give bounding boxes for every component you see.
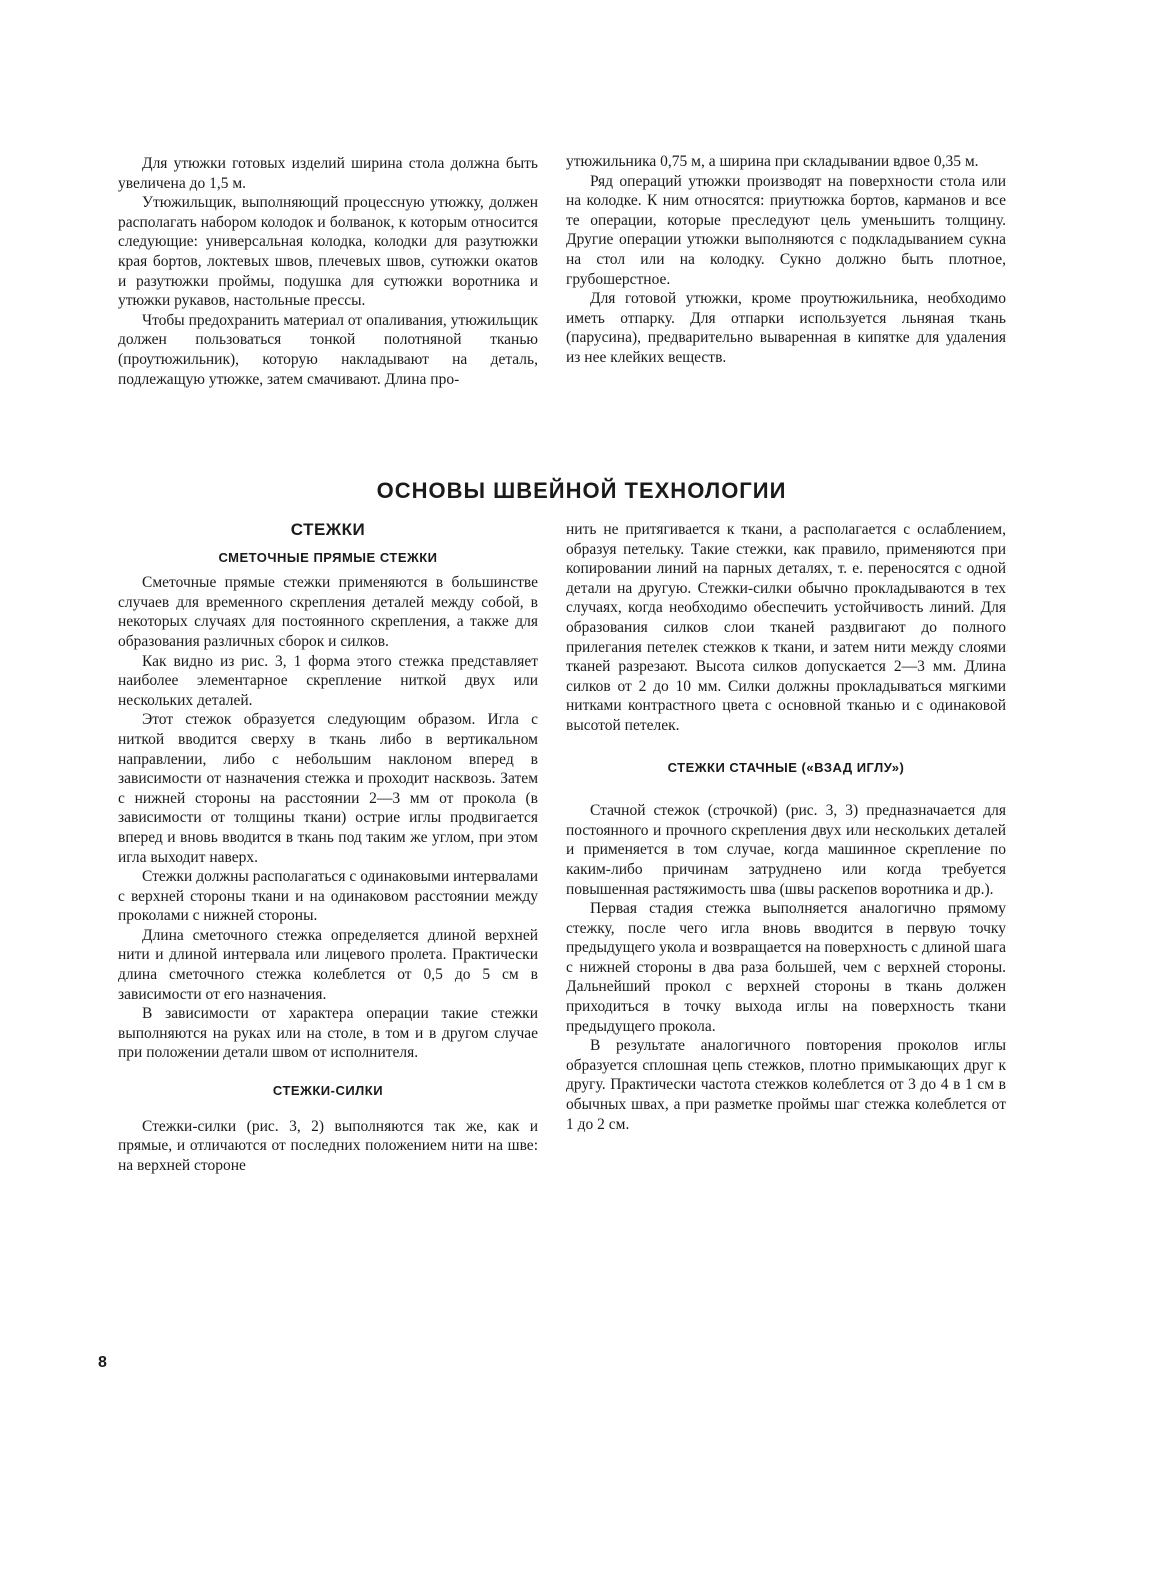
- subheading-basting-stitches: СМЕТОЧНЫЕ ПРЯМЫЕ СТЕЖКИ: [218, 549, 438, 565]
- paragraph: утюжильника 0,75 м, а ширина при складывании вдвое 0,35 м.: [566, 153, 979, 170]
- paragraph: Сметочные прямые стежки применяются в большинстве случаев для временного скрепления деталей между собой, в некоторых случаях для постоянного скрепления, а также для образования различных сборок и силков.: [118, 574, 538, 650]
- paragraph: В результате аналогичного повторения проколов иглы образуется сплошная цепь стежков, плотно примыкающих друг к другу. Практически частота стежков колеблется от 3 до 4 в 1 см в обычных швах, а при разметке проймы шаг стежка колеблется от 1 до 2 см.: [566, 1037, 1006, 1133]
- paragraph: Чтобы предохранить материал от опаливания, утюжильщик должен пользоваться тонкой полотняной тканью (проутюжильник), которую накладывают на деталь, подлежащую утюжке, затем смачивают. Длина про-: [118, 311, 538, 388]
- chapter-title: ОСНОВЫ ШВЕЙНОЙ ТЕХНОЛОГИИ: [376, 478, 787, 503]
- subheading-backstitches: СТЕЖКИ СТАЧНЫЕ («ВЗАД ИГЛУ»): [667, 759, 905, 775]
- section-heading-stitches: СТЕЖКИ: [290, 520, 366, 539]
- paragraph: Первая стадия стежка выполняется аналогично прямому стежку, после чего игла вновь вводится в первую точку предыдущего укола и возвращается на поверхность с длиной шага с нижней стороны в два раза большей, чем с верхней стороны. Дальнейший прокол с верхней стороны в ткань должен приходиться в точку выхода иглы на поверхность ткани предыдущего прокола.: [566, 900, 1007, 1035]
- subheading-tailor-tacks: СТЕЖКИ-СИЛКИ: [272, 1083, 384, 1099]
- paragraph: Стачной стежок (строчкой) (рис. 3, 3) предназначается для постоянного и прочного скрепления двух или нескольких деталей и применяется в том случае, когда машинное скрепление по каким-либо причинам затруднено или когда требуется повышенная растяжимость шва (швы раскепов воротника и др.).: [566, 802, 1006, 898]
- paragraph: Ряд операций утюжки производят на поверхности стола или на колодке. К ним относятся: приутюжка бортов, карманов и все те операции, которые преследуют цель уменьшить толщину. Другие операции утюжки выполняются с подкладыванием сукна на стол или на колодку. Сукно должно быть плотное, грубошерстное.: [566, 172, 1006, 288]
- page-number: 8: [98, 1354, 107, 1371]
- paragraph: Стежки-силки (рис. 3, 2) выполняются так же, как и прямые, и отличаются от последних положением нити на шве: на верхней стороне: [118, 1117, 538, 1174]
- paragraph: нить не притягивается к ткани, а располагается с ослаблением, образуя петельку. Такие стежки, как правило, применяются при копировании линий на парных деталях, т. е. переносятся с одной детали на другую. Стежки-силки обычно прокладываются в тех случаях, когда необходимо обеспечить устойчивость линий. Для образования силков слои тканей раздвигают до полного прилегания петелек стежков к ткани, и затем нити между слоями тканей разрезают. Высота силков допускается 2—3 мм. Длина силков от 2 до 10 мм. Силки должны прокладываться мягкими нитками контрастного цвета с основной тканью и с одинаковой высотой петелек.: [566, 521, 1006, 734]
- paragraph: Этот стежок образуется следующим образом. Игла с ниткой вводится сверху в ткань либо в вертикальном направлении, либо с небольшим наклоном вперед в зависимости от назначения стежка и проходит насквозь. Затем с нижней стороны на расстоянии 2—3 мм от прокола (в зависимости от толщины ткани) острие иглы продвигается вперед и вновь вводится в ткань под таким же углом, при этом игла выходит наверх.: [118, 711, 538, 866]
- paragraph: Для готовой утюжки, кроме проутюжильника, необходимо иметь отпарку. Для отпарки используется льняная ткань (парусина), предварительно вываренная в кипятке для удаления из нее клейких веществ.: [566, 290, 1006, 366]
- paragraph: Длина сметочного стежка определяется длиной верхней нити и длиной интервала или лицевого пролета. Практически длина сметочного стежка колеблется от 0,5 до 5 см в зависимости от его назначения.: [118, 926, 538, 1003]
- bottom-right-column: [566, 520, 1006, 1134]
- paragraph: Утюжильщик, выполняющий процессную утюжку, должен располагать набором колодок и болванок, к которым относится следующие: универсальная колодка, колодки для разутюжки края бортов, локтевых швов, плечевых швов, сутюжки окатов и разутюжки проймы, подушка для сутюжки воротника и утюжки рукавов, настольные прессы.: [118, 194, 538, 310]
- paragraph: Как видно из рис. 3, 1 форма этого стежка представляет наиболее элементарное скрепление ниткой двух или нескольких деталей.: [118, 652, 538, 709]
- bottom-left-column: [118, 520, 538, 1175]
- paragraph: Для утюжки готовых изделий ширина стола должна быть увеличена до 1,5 м.: [118, 155, 538, 192]
- paragraph: Стежки должны располагаться с одинаковыми интервалами с верхней стороны ткани и на одинаковом расстоянии между проколами с нижней стороны.: [118, 868, 538, 925]
- paragraph: В зависимости от характера операции такие стежки выполняются на руках или на столе, в том и в другом случае при положении детали швом от исполнителя.: [118, 1005, 538, 1062]
- top-left-column: [118, 154, 538, 389]
- top-right-column: [566, 152, 1006, 368]
